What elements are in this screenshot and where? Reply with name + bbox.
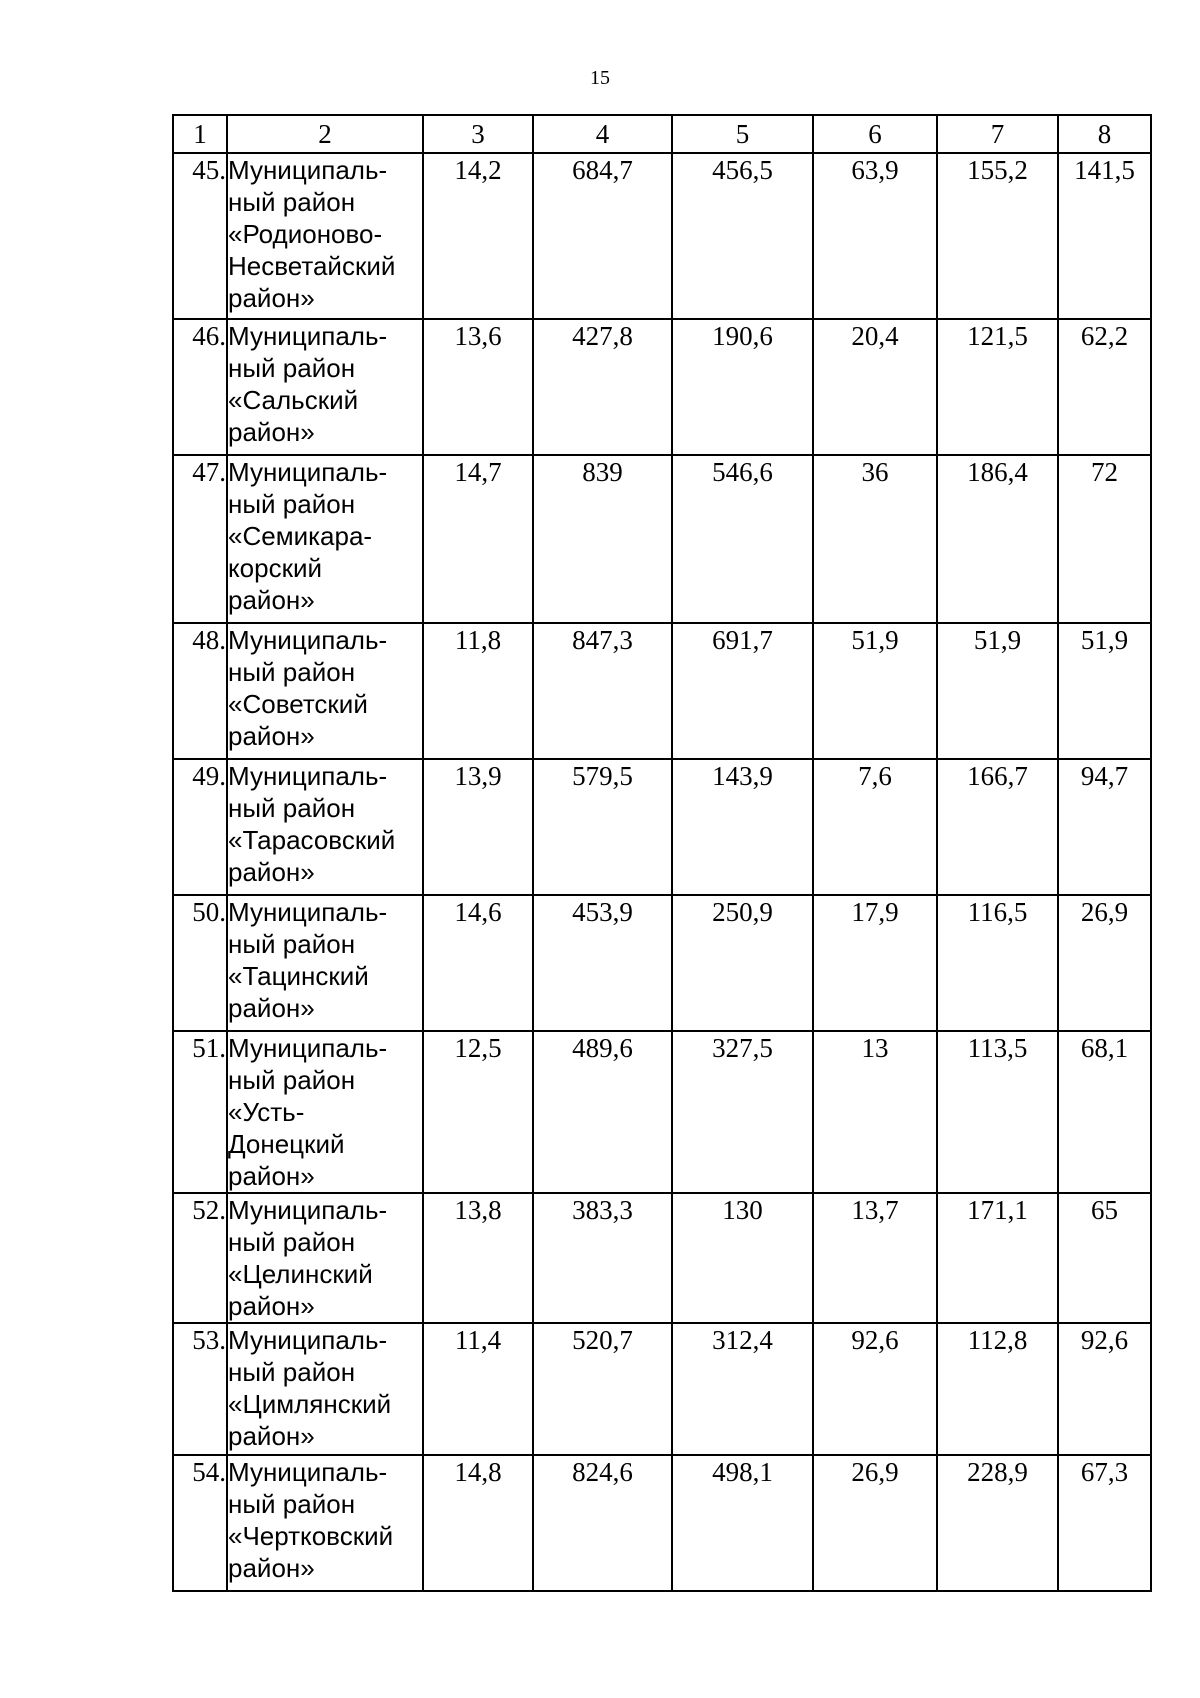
value-col-8: 94,7 [1058,759,1151,895]
value-col-5: 130 [672,1193,813,1323]
value-col-7: 171,1 [937,1193,1058,1323]
value-col-3: 13,9 [423,759,533,895]
header-row [173,115,1151,153]
table-row [173,1455,1151,1591]
table-row [173,1323,1151,1455]
row-number: 53. [173,1323,227,1455]
value-col-8: 65 [1058,1193,1151,1323]
value-col-5: 190,6 [672,319,813,455]
value-col-4: 579,5 [533,759,672,895]
header-cell-4: 4 [533,115,672,153]
district-name: Муниципаль- ный район «Тацинский район» [227,895,423,1031]
value-col-5: 312,4 [672,1323,813,1455]
value-col-3: 11,4 [423,1323,533,1455]
value-col-6: 20,4 [813,319,937,455]
value-col-6: 26,9 [813,1455,937,1591]
value-col-3: 14,7 [423,455,533,623]
value-col-6: 51,9 [813,623,937,759]
value-col-4: 383,3 [533,1193,672,1323]
table-row [173,895,1151,1031]
value-col-4: 489,6 [533,1031,672,1193]
value-col-6: 36 [813,455,937,623]
district-name: Муниципаль- ный район «Семикара- корский район» [227,455,423,623]
row-number: 48. [173,623,227,759]
table-row [173,1031,1151,1193]
district-name: Муниципаль- ный район «Целинский район» [227,1193,423,1323]
value-col-3: 14,8 [423,1455,533,1591]
value-col-8: 68,1 [1058,1031,1151,1193]
value-col-7: 155,2 [937,153,1058,319]
value-col-7: 228,9 [937,1455,1058,1591]
district-name: Муниципаль- ный район «Советский район» [227,623,423,759]
district-name: Муниципаль- ный район «Цимлянский район» [227,1323,423,1455]
value-col-4: 427,8 [533,319,672,455]
value-col-7: 112,8 [937,1323,1058,1455]
table-row [173,759,1151,895]
value-col-8: 72 [1058,455,1151,623]
value-col-6: 13 [813,1031,937,1193]
header-cell-3: 3 [423,115,533,153]
value-col-7: 186,4 [937,455,1058,623]
value-col-4: 839 [533,455,672,623]
page-number: 15 [590,67,610,89]
district-name: Муниципаль- ный район «Родионово- Несветайский район» [227,153,423,319]
value-col-5: 456,5 [672,153,813,319]
value-col-3: 14,2 [423,153,533,319]
row-number: 46. [173,319,227,455]
row-number: 52. [173,1193,227,1323]
value-col-3: 12,5 [423,1031,533,1193]
value-col-7: 116,5 [937,895,1058,1031]
district-name: Муниципаль- ный район «Сальский район» [227,319,423,455]
value-col-5: 143,9 [672,759,813,895]
header-cell-6: 6 [813,115,937,153]
value-col-7: 166,7 [937,759,1058,895]
value-col-4: 520,7 [533,1323,672,1455]
value-col-6: 13,7 [813,1193,937,1323]
table-row [173,153,1151,319]
value-col-3: 13,6 [423,319,533,455]
value-col-3: 11,8 [423,623,533,759]
value-col-7: 121,5 [937,319,1058,455]
value-col-7: 51,9 [937,623,1058,759]
district-name: Муниципаль- ный район «Усть- Донецкий район» [227,1031,423,1193]
table-row [173,319,1151,455]
value-col-8: 51,9 [1058,623,1151,759]
value-col-8: 141,5 [1058,153,1151,319]
table-row [173,1193,1151,1323]
header-cell-1: 1 [173,115,227,153]
value-col-8: 62,2 [1058,319,1151,455]
value-col-8: 92,6 [1058,1323,1151,1455]
row-number: 51. [173,1031,227,1193]
header-cell-5: 5 [672,115,813,153]
value-col-4: 453,9 [533,895,672,1031]
value-col-6: 63,9 [813,153,937,319]
district-name: Муниципаль- ный район «Чертковский район» [227,1455,423,1591]
table-row [173,455,1151,623]
row-number: 54. [173,1455,227,1591]
value-col-4: 847,3 [533,623,672,759]
value-col-5: 498,1 [672,1455,813,1591]
header-cell-2: 2 [227,115,423,153]
header-cell-7: 7 [937,115,1058,153]
row-number: 50. [173,895,227,1031]
value-col-3: 14,6 [423,895,533,1031]
data-table [172,114,1152,1592]
row-number: 47. [173,455,227,623]
row-number: 49. [173,759,227,895]
district-name: Муниципаль- ный район «Тарасовский район» [227,759,423,895]
header-cell-8: 8 [1058,115,1151,153]
value-col-5: 327,5 [672,1031,813,1193]
value-col-4: 824,6 [533,1455,672,1591]
value-col-4: 684,7 [533,153,672,319]
row-number: 45. [173,153,227,319]
value-col-5: 546,6 [672,455,813,623]
value-col-6: 17,9 [813,895,937,1031]
value-col-6: 92,6 [813,1323,937,1455]
table-row [173,623,1151,759]
value-col-6: 7,6 [813,759,937,895]
value-col-8: 67,3 [1058,1455,1151,1591]
value-col-7: 113,5 [937,1031,1058,1193]
value-col-3: 13,8 [423,1193,533,1323]
value-col-8: 26,9 [1058,895,1151,1031]
value-col-5: 250,9 [672,895,813,1031]
value-col-5: 691,7 [672,623,813,759]
